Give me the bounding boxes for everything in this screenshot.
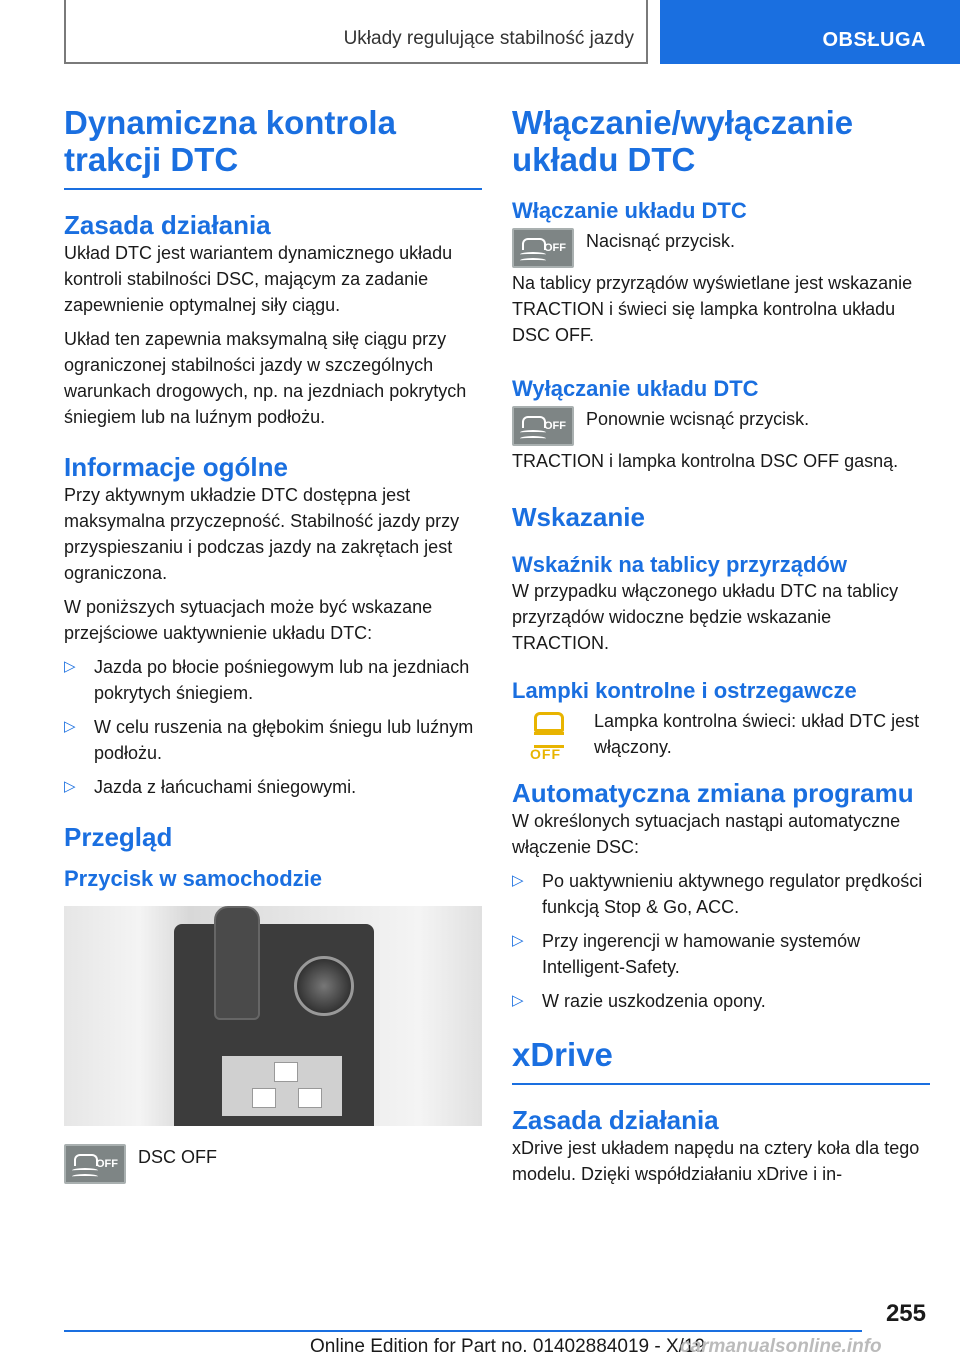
dsc-off-button-icon: OFF	[512, 228, 574, 268]
section-title: Układy regulujące stabilność jazdy	[343, 28, 634, 49]
list-item: ▷ Przy ingerencji w hamowanie systemów Intelligent-Safety.	[512, 928, 930, 980]
lamp-row	[512, 708, 930, 762]
dsc-off-row	[64, 1144, 482, 1184]
section-tab-label: OBSŁUGA	[822, 29, 926, 51]
edition-text: Online Edition for Part no. 01402884019 - X/19	[310, 1336, 706, 1357]
principle-paragraph-1: Układ DTC jest wariantem dynamicznego układu kontroli stabilności DSC, mającym za zadanie zapewnienie optymalnej siły ciągu.	[64, 243, 453, 315]
on-step-row	[512, 228, 930, 268]
section-tab[interactable]	[660, 0, 960, 64]
dsc-off-button-icon: OFF	[64, 1144, 126, 1184]
header-box	[64, 0, 648, 64]
watermark: carmanualsonline.info	[680, 1336, 882, 1357]
idrive-controller	[294, 956, 354, 1016]
bullet-triangle-icon: ▷	[512, 932, 524, 949]
list-item: ▷ W razie uszkodzenia opony.	[512, 988, 930, 1014]
right-column	[512, 104, 930, 1195]
dtc-heading: Dynamiczna kontrola trakcji DTC	[64, 104, 482, 190]
general-heading: Informacje ogólne	[64, 452, 288, 482]
on-step-text: Nacisnąć przycisk.	[586, 231, 736, 251]
bullet-triangle-icon: ▷	[512, 872, 524, 889]
situations-list	[64, 654, 482, 800]
list-item: ▷ Jazda z łańcuchami śniegowymi.	[64, 774, 482, 800]
indicator-heading: Wskaźnik na tablicy przyrządów	[512, 552, 847, 577]
dtc-warning-lamp-icon: OFF	[524, 708, 574, 762]
toggle-heading: Włączanie/wyłączanie układu DTC	[512, 104, 854, 178]
dsc-off-button-icon: OFF	[512, 406, 574, 446]
list-item: ▷ W celu ruszenia na głębokim śniegu lub luźnym podłożu.	[64, 714, 482, 766]
on-heading: Włączanie układu DTC	[512, 198, 747, 223]
general-paragraph-1: Przy aktywnym układzie DTC dostępna jest maksymalna przyczepność. Stabilność jazdy przy przyspieszaniu i podczas jazdy na zakrętach jest ograniczona.	[64, 485, 460, 583]
xdrive-text: xDrive jest układem napędu na cztery koła dla tego modelu. Dzięki współdziałaniu xDrive i in-	[512, 1138, 920, 1184]
auto-heading: Automatyczna zmiana programu	[512, 778, 914, 808]
xdrive-heading: xDrive	[512, 1036, 930, 1085]
left-column	[64, 104, 482, 1186]
principle-paragraph-2: Układ ten zapewnia maksymalną siłę ciągu przy ograniczonej stabilności jazdy w szczególnych warunkach drogowych, np. na jezdniach pokrytych śniegiem lub na luźnym podłożu.	[64, 329, 467, 427]
display-heading: Wskazanie	[512, 502, 645, 532]
lamps-heading: Lampki kontrolne i ostrzegawcze	[512, 678, 857, 703]
bullet-triangle-icon: ▷	[512, 992, 524, 1009]
xdrive-principle-heading: Zasada działania	[512, 1105, 719, 1135]
lamp-text: Lampka kontrolna świeci: układ DTC jest włączony.	[594, 711, 920, 757]
bullet-triangle-icon: ▷	[64, 658, 76, 675]
indicator-text: W przypadku włączonego układu DTC na tablicy przyrządów widoczne będzie wskazanie TRACTION.	[512, 581, 899, 653]
auto-list	[512, 868, 930, 1014]
page-number: 255	[885, 1300, 926, 1327]
dsc-off-label: DSC OFF	[138, 1147, 217, 1167]
auto-text: W określonych sytuacjach nastąpi automatyczne włączenie DSC:	[512, 811, 901, 857]
off-step-text: Ponownie wcisnąć przycisk.	[586, 409, 810, 429]
list-item: ▷ Jazda po błocie pośniegowym lub na jezdniach pokrytych śniegiem.	[64, 654, 482, 706]
off-heading: Wyłączanie układu DTC	[512, 376, 759, 401]
overview-heading: Przegląd	[64, 822, 173, 852]
footer-rule	[64, 1330, 862, 1332]
principle-heading: Zasada działania	[64, 210, 271, 240]
gear-selector	[214, 906, 260, 1020]
general-paragraph-2: W poniższych sytuacjach może być wskazane przejściowe uaktywnienie układu DTC:	[64, 597, 433, 643]
bullet-triangle-icon: ▷	[64, 778, 76, 795]
button-panel	[222, 1056, 342, 1116]
center-console-photo	[64, 906, 482, 1126]
on-result-text: Na tablicy przyrządów wyświetlane jest wskazanie TRACTION i świeci się lampka kontrolna układu DSC OFF.	[512, 273, 913, 345]
off-step-row	[512, 406, 930, 446]
button-heading: Przycisk w samochodzie	[64, 866, 322, 891]
list-item: ▷ Po uaktywnieniu aktywnego regulator prędkości funkcją Stop & Go, ACC.	[512, 868, 930, 920]
off-result-text: TRACTION i lampka kontrolna DSC OFF gasną.	[512, 451, 899, 471]
bullet-triangle-icon: ▷	[64, 718, 76, 735]
